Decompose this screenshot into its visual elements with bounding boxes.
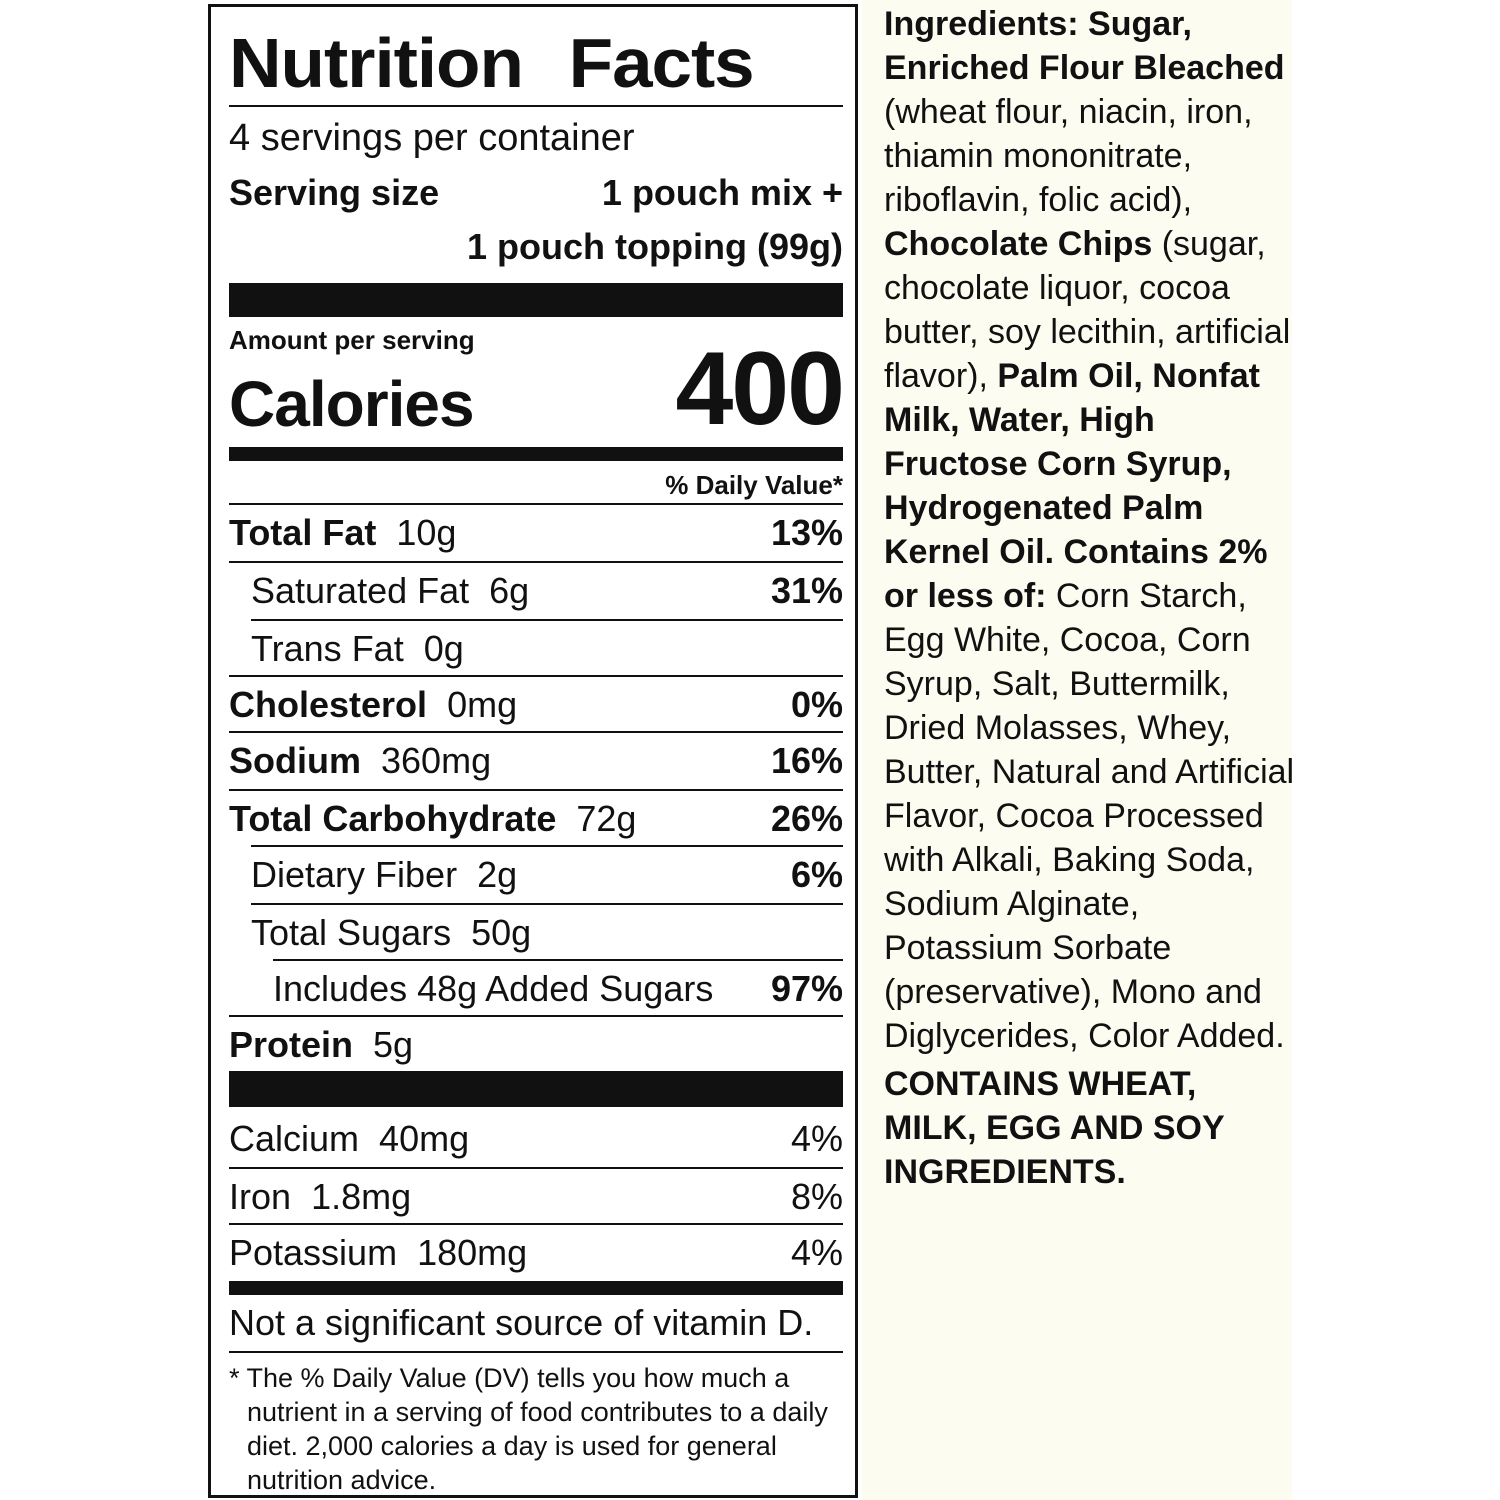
mineral-row-calcium: Calcium 40mg 4%: [229, 1118, 843, 1159]
mineral-row-potassium: Potassium 180mg 4%: [229, 1232, 843, 1273]
serving-size-row: [229, 167, 843, 219]
nutrient-row-saturated-fat: Saturated Fat 6g 31%: [251, 570, 843, 611]
servings-per-container: 4 servings per container: [229, 117, 635, 159]
nutrient-row-added-sugars: Includes 48g Added Sugars 97%: [273, 968, 843, 1009]
nutrient-row-total-fat: Total Fat 10g 13%: [229, 512, 843, 553]
medium-divider: [229, 447, 843, 461]
daily-value-footnote: * The % Daily Value (DV) tells you how much a nutrient in a serving of food contributes to a daily diet. 2,000 calories a day is used for general nutrition advice.: [229, 1363, 828, 1495]
mineral-row-iron: Iron 1.8mg 8%: [229, 1176, 843, 1217]
thick-divider: [229, 1071, 843, 1107]
serving-size-label: Serving size: [229, 172, 440, 213]
nutrient-row-cholesterol: Cholesterol 0mg 0%: [229, 684, 843, 725]
amount-per-serving: Amount per serving: [229, 325, 475, 355]
ingredients-list: Ingredients: Sugar, Enriched Flour Bleached (wheat flour, niacin, iron, thiamin mononitrate, riboflavin, folic acid), Chocolate Chips (sugar, chocolate liquor, cocoa butter, soy lecithin, artificial flavor), Palm Oil, Nonfat Milk, Water, High Fructose Corn Syrup, Hydrogenated Palm Kernel Oil. Contains 2% or less of: Corn Starch, Egg White, Cocoa, Corn Syrup, Salt, Buttermilk, Dried Molasses, Whey, Butter, Natural and Artificial Flavor, Cocoa Processed with Alkali, Baking Soda, Sodium Alginate, Potassium Sorbate (preservative), Mono and Diglycerides, Color Added. CONTAINS WHEAT, MILK, EGG AND SOY INGREDIENTS.: [884, 2, 1298, 1194]
calories-label: Calories: [229, 368, 474, 440]
calories-value: 400: [675, 331, 843, 447]
nutrient-row-total-carbohydrate: Total Carbohydrate 72g 26%: [229, 798, 843, 839]
daily-value-header: % Daily Value*: [665, 470, 843, 500]
nutrient-row-total-sugars: Total Sugars 50g: [251, 912, 532, 953]
nutrition-facts-label: [208, 4, 858, 1498]
nutrient-row-sodium: Sodium 360mg 16%: [229, 740, 843, 781]
serving-size-value-line1: 1 pouch mix +: [601, 172, 843, 213]
ingredients-heading: Ingredients: Sugar, Enriched Flour Bleached: [884, 5, 1285, 87]
serving-size-value-line2: 1 pouch topping (99g): [467, 226, 843, 267]
calories-row: [229, 331, 843, 447]
thick-divider: [229, 283, 843, 317]
nutrient-row-trans-fat: Trans Fat 0g: [251, 628, 464, 669]
divider: [229, 105, 843, 107]
nutrient-row-dietary-fiber: Dietary Fiber 2g 6%: [251, 854, 843, 895]
divider: [229, 1351, 843, 1353]
allergen-statement: CONTAINS WHEAT, MILK, EGG AND SOY INGREDIENTS.: [884, 1065, 1225, 1191]
nutrient-row-protein: Protein 5g: [229, 1024, 414, 1065]
label-title: Nutrition Facts: [229, 24, 754, 102]
medium-divider: [229, 1281, 843, 1295]
vitamin-note: Not a significant source of vitamin D.: [229, 1302, 814, 1343]
